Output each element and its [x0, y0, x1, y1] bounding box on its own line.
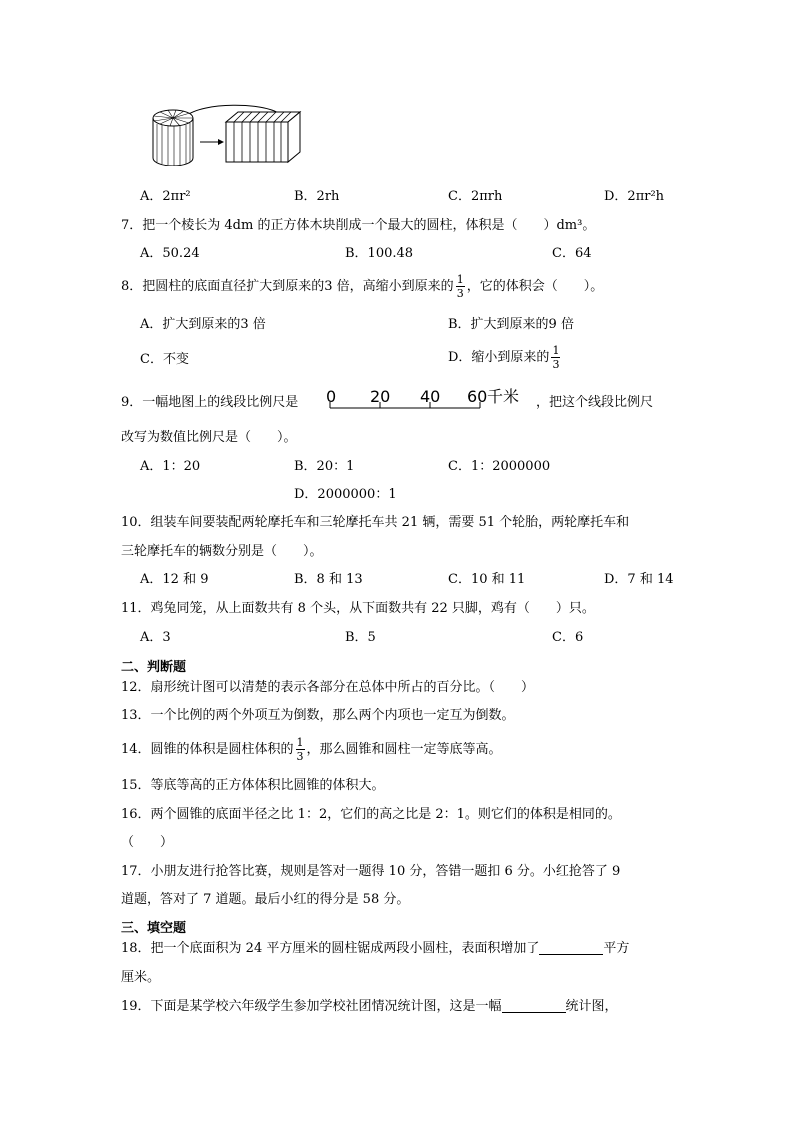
q9-option-a[interactable]: A．1：20 — [140, 459, 201, 474]
q18-answer-blank[interactable] — [539, 942, 603, 955]
q7-text: 7．把一个棱长为 4dm 的正方体木块削成一个最大的圆柱，体积是（ ）dm³。 — [121, 218, 596, 233]
q9-text-b: ，把这个线段比例尺 — [536, 395, 654, 410]
scale-tick-60: 60 — [467, 387, 488, 406]
scale-tick-40: 40 — [420, 387, 441, 406]
q8-option-b[interactable]: B．扩大到原来的9 倍 — [448, 317, 574, 332]
q18-line2: 厘米。 — [121, 970, 161, 985]
q10-option-c[interactable]: C．10 和 11 — [448, 572, 526, 587]
q19-line1: 19．下面是某学校六年级学生参加学校社团情况统计图，这是一幅 统计图， — [121, 999, 618, 1014]
q10-line2: 三轮摩托车的辆数分别是（ ）。 — [121, 544, 323, 559]
q11-option-a[interactable]: A．3 — [140, 630, 171, 645]
q10-option-a[interactable]: A．12 和 9 — [140, 572, 209, 587]
q8-text-b: ，它的体积会（ ）。 — [466, 279, 604, 294]
q16-answer-blank[interactable]: （ ） — [121, 835, 174, 850]
q16-line1: 16．两个圆锥的底面半径之比 1：2，它们的高之比是 2：1。则它们的体积是相同的。 — [121, 807, 621, 822]
q6-option-b[interactable]: B．2rh — [294, 189, 340, 204]
scale-tick-20: 20 — [370, 387, 391, 406]
q8-fraction: $\frac{1}{3}$ — [456, 273, 464, 300]
q10-option-b[interactable]: B．8 和 13 — [294, 572, 363, 587]
q15-text: 15．等底等高的正方体体积比圆锥的体积大。 — [121, 778, 385, 793]
q8-option-d[interactable]: D．缩小到原来的 $\frac{1}{3}$ — [448, 344, 560, 371]
q17-line1: 17．小朋友进行抢答比赛，规则是答对一题得 10 分，答错一题扣 6 分。小红抢答了 9 — [121, 864, 621, 879]
q6-option-d[interactable]: D．2πr²h — [604, 189, 665, 204]
q9-option-d[interactable]: D．2000000：1 — [294, 487, 397, 502]
q11-option-b[interactable]: B．5 — [345, 630, 376, 645]
q9-text-c: 改写为数值比例尺是（ ）。 — [121, 430, 297, 445]
q7-option-c[interactable]: C．64 — [552, 246, 592, 261]
q8-option-a[interactable]: A．扩大到原来的3 倍 — [140, 317, 266, 332]
q14-text: 14．圆锥的体积是圆柱体积的 $\frac{1}{3}$ ，那么圆锥和圆柱一定等底等高。 — [121, 736, 502, 763]
scale-tick-0: 0 — [326, 387, 337, 406]
line-segment-scale — [322, 388, 534, 414]
q8-text — [121, 274, 603, 299]
q12-text: 12．扇形统计图可以清楚的表示各部分在总体中所占的百分比。（ ） — [121, 680, 535, 695]
q13-text: 13．一个比例的两个外项互为倒数，那么两个内项也一定互为倒数。 — [121, 708, 515, 723]
section-true-false-heading: 二、判断题 — [121, 660, 187, 675]
section-fill-in-heading: 三、填空题 — [121, 921, 187, 936]
q10-line1: 10．组装车间要装配两轮摩托车和三轮摩托车共 21 辆，需要 51 个轮胎，两轮摩托车和 — [121, 515, 630, 530]
q9-option-c[interactable]: C．1：2000000 — [448, 459, 551, 474]
q18-line1: 18．把一个底面积为 24 平方厘米的圆柱锯成两段小圆柱，表面积增加了 平方 — [121, 941, 630, 956]
q8-option-c[interactable]: C．不变 — [140, 352, 189, 367]
q6-option-c[interactable]: C．2πrh — [448, 189, 503, 204]
q8-option-d-fraction: $\frac{1}{3}$ — [552, 344, 560, 371]
q9-option-b[interactable]: B．20：1 — [294, 459, 355, 474]
q11-text: 11．鸡兔同笼，从上面数共有 8 个头，从下面数共有 22 只脚，鸡有（ ）只。 — [121, 601, 595, 616]
q17-line2: 道题，答对了 7 道题。最后小红的得分是 58 分。 — [121, 892, 410, 907]
q7-option-a[interactable]: A．50.24 — [140, 246, 200, 261]
q11-option-c[interactable]: C．6 — [552, 630, 584, 645]
q8-text-a: 8．把圆柱的底面直径扩大到原来的3 倍，高缩小到原来的 — [121, 279, 454, 294]
q9-text-a: 9．一幅地图上的线段比例尺是 — [121, 395, 299, 410]
q7-option-b[interactable]: B．100.48 — [345, 246, 414, 261]
q14-fraction: $\frac{1}{3}$ — [296, 736, 304, 763]
cylinder-rearrange-figure — [148, 104, 308, 166]
scale-unit: 千米 — [487, 387, 520, 406]
q6-option-a[interactable]: A．2πr² — [140, 189, 191, 204]
q19-answer-blank[interactable] — [502, 1000, 566, 1013]
q10-option-d[interactable]: D．7 和 14 — [604, 572, 674, 587]
